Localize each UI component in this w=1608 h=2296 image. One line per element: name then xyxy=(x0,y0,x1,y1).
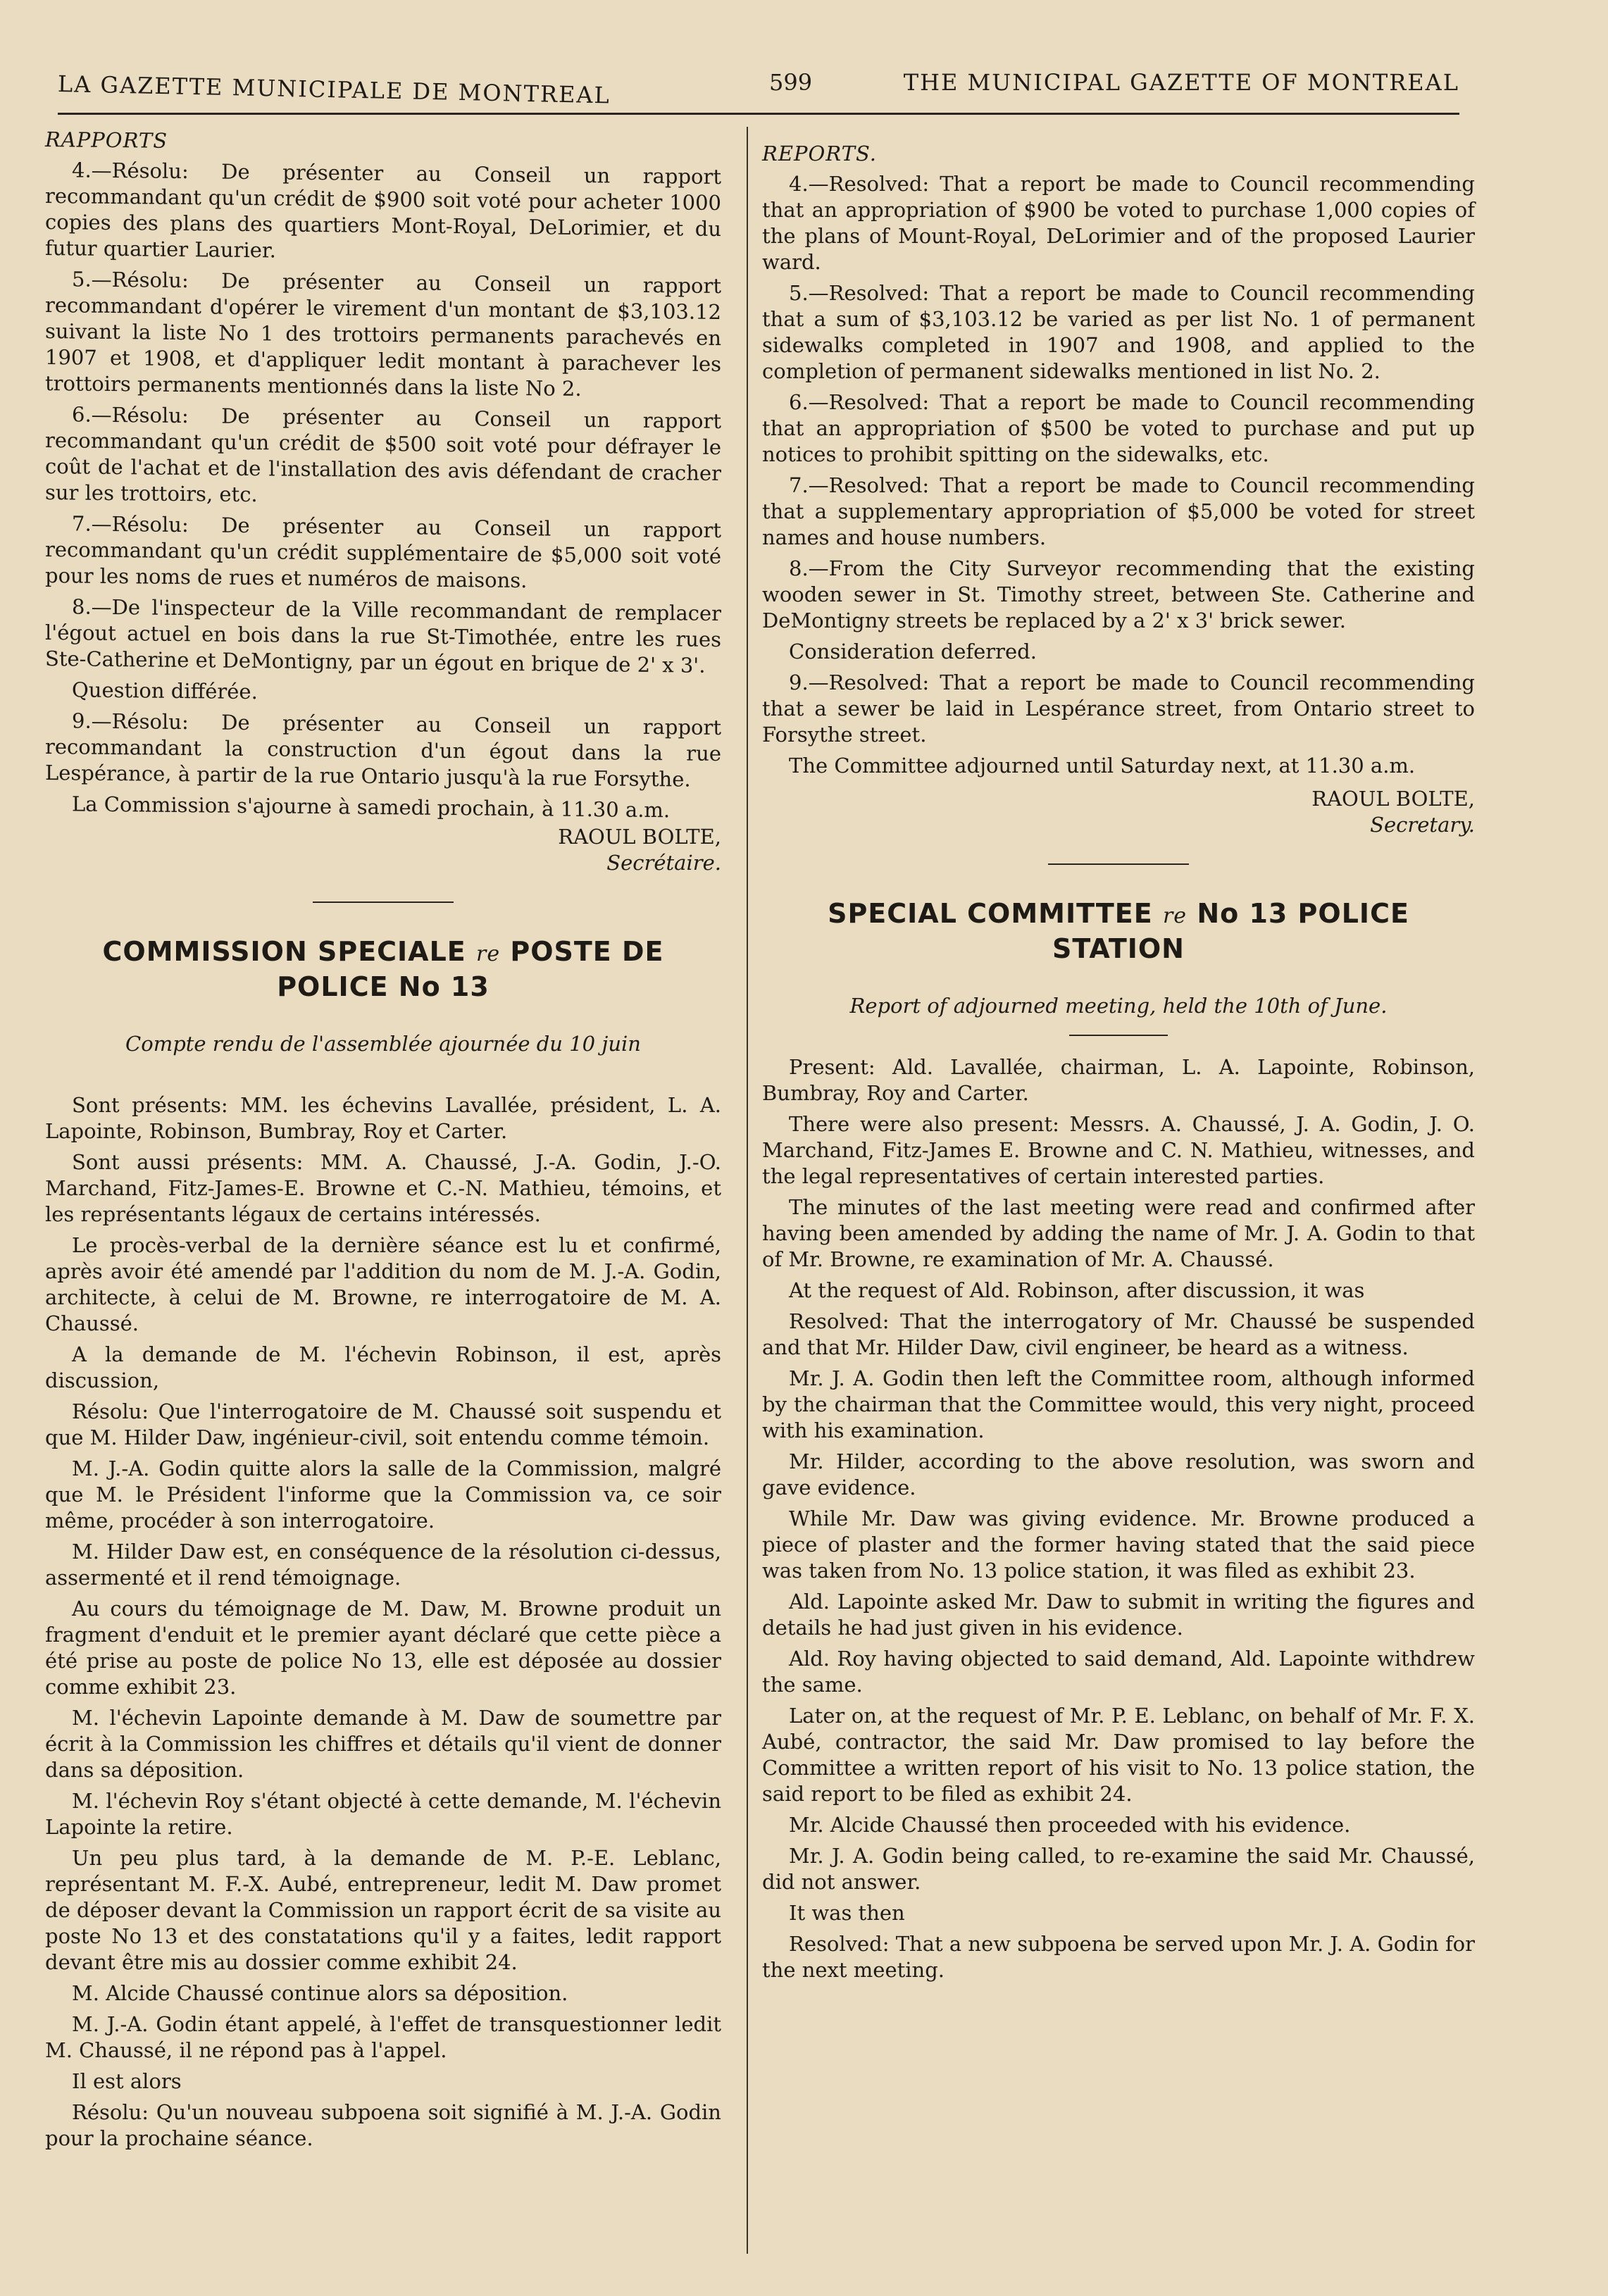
english-report-item: 8.—From the City Surveyor recommending that the existing wooden sewer in St. Timothy street, between Ste. Catherine and DeMontigny streets be replaced by a 2' x 3' brick sewer. xyxy=(762,556,1475,632)
english-minutes-paragraph: At the request of Ald. Robinson, after discussion, it was xyxy=(789,1278,1365,1302)
english-title-part-b: No 13 POLICE STATION xyxy=(1052,898,1409,964)
french-minutes-paragraph: M. Hilder Daw est, en conséquence de la résolution ci-dessus, assermenté et il rend témoignage. xyxy=(45,1540,721,1590)
spacer xyxy=(334,1073,432,1074)
english-minutes-paragraph: While Mr. Daw was giving evidence. Mr. Browne produced a piece of plaster and the former having stated that the said piece was taken from No. 13 police station, it was filed as exhibit 23. xyxy=(762,1506,1475,1583)
french-minutes-paragraph: Résolu: Qu'un nouveau subpoena soit signifié à M. J.-A. Godin pour la prochaine séance. xyxy=(45,2100,721,2150)
english-minutes-paragraph: Mr. Alcide Chaussé then proceeded with his evidence. xyxy=(789,1813,1351,1837)
english-report-item: 5.—Resolved: That a report be made to Council recommending that a sum of $3,103.12 be varied as per list No. 1 of permanent sidewalks completed in 1907 and 1908, and applied to the completion of permanent sidewalks mentioned in list No. 2. xyxy=(762,281,1475,383)
english-gazette-title: THE MUNICIPAL GAZETTE OF MONTREAL xyxy=(903,69,1459,96)
french-report-item: 5.—Résolu: De présenter au Conseil un rapport recommandant d'opérer le virement d'un montant de $3,103.12 suivant la liste No 1 des trottoirs permanents parachevés en 1907 et 1908, et d'appliquer ledit montant à parachever les trottoirs permanents mentionnés dans la liste No 2. xyxy=(45,267,721,401)
english-minutes-paragraph: Mr. J. A. Godin being called, to re-examine the said Mr. Chaussé, did not answer. xyxy=(762,1844,1475,1894)
french-title-part-b: POSTE DE POLICE No 13 xyxy=(277,936,664,1002)
french-minutes-paragraph: M. l'échevin Lapointe demande à M. Daw de soumettre par écrit à la Commission les chiffres et détails qu'il vient de donner dans sa déposition. xyxy=(45,1706,721,1782)
section-divider xyxy=(1048,863,1189,865)
english-signature: RAOUL BOLTE, xyxy=(1311,787,1475,811)
french-meeting-subtitle: Compte rendu de l'assemblée ajournée du 10 juin xyxy=(125,1032,641,1056)
english-minutes-paragraph: Ald. Roy having objected to said demand, Ald. Lapointe withdrew the same. xyxy=(762,1647,1475,1697)
french-report-item: Question différée. xyxy=(72,678,258,704)
french-report-item: 8.—De l'inspecteur de la Ville recommandant de remplacer l'égout actuel en bois dans la rue St-Timothée, entre les rues Ste-Catherine et DeMontigny, par un égout en brique de 2' x 3'. xyxy=(45,594,721,678)
french-report-item: 6.—Résolu: De présenter au Conseil un rapport recommandant qu'un crédit de $500 soit voté pour défrayer le coût de l'achat et de l'installation des avis défendant de cracher sur les trottoirs, etc. xyxy=(45,402,721,507)
french-minutes-paragraph: M. Alcide Chaussé continue alors sa déposition. xyxy=(72,1981,568,2005)
french-minutes-paragraph: M. J.-A. Godin quitte alors la salle de la Commission, malgré que M. le Président l'informe que la Commission va, ce soir même, procéder à son interrogatoire. xyxy=(45,1456,721,1533)
french-signature-role: Secrétaire. xyxy=(606,851,721,875)
english-minutes-paragraph: It was then xyxy=(789,1901,905,1925)
french-section-label: RAPPORTS xyxy=(45,127,168,153)
page-header xyxy=(58,56,1459,115)
french-minutes-paragraph: Sont présents: MM. les échevins Lavallée, président, L. A. Lapointe, Robinson, Bumbray, Roy et Carter. xyxy=(45,1093,721,1143)
english-report-item: 9.—Resolved: That a report be made to Council recommending that a sewer be laid in Lespérance street, from Ontario street to Forsythe street. xyxy=(762,670,1475,747)
page-number: 599 xyxy=(769,69,813,96)
french-signature: RAOUL BOLTE, xyxy=(558,825,721,849)
french-minutes-paragraph: Résolu: Que l'interrogatoire de M. Chaussé soit suspendu et que M. Hilder Daw, ingénieur-civil, soit entendu comme témoin. xyxy=(45,1399,721,1449)
english-section-label: REPORTS. xyxy=(762,142,878,166)
english-minutes-paragraph: Ald. Lapointe asked Mr. Daw to submit in writing the figures and details he had just given in his evidence. xyxy=(762,1590,1475,1640)
english-committee-title xyxy=(762,897,1475,965)
english-minutes-paragraph: Resolved: That a new subpoena be served upon Mr. J. A. Godin for the next meeting. xyxy=(762,1932,1475,1982)
english-minutes-paragraph: Later on, at the request of Mr. P. E. Leblanc, on behalf of Mr. F. X. Aubé, contractor, the said Mr. Daw promised to lay before the Committee a written report of his visit to No. 13 police station, the said report to be filed as exhibit 24. xyxy=(762,1704,1475,1806)
french-title-part-a: COMMISSION SPECIALE xyxy=(102,936,466,967)
english-report-item: The Committee adjourned until Saturday next, at 11.30 a.m. xyxy=(789,754,1416,778)
english-minutes-paragraph: The minutes of the last meeting were read and confirmed after having been amended by adding the name of Mr. J. A. Godin to that of Mr. Browne, re examination of Mr. A. Chaussé. xyxy=(762,1195,1475,1271)
french-minutes-paragraph: Il est alors xyxy=(72,2069,182,2093)
column-divider xyxy=(747,127,748,2254)
french-reports-block xyxy=(45,127,721,824)
english-minutes-paragraph: Present: Ald. Lavallée, chairman, L. A. Lapointe, Robinson, Bumbray, Roy and Carter. xyxy=(762,1055,1475,1105)
french-committee-title xyxy=(45,935,721,1003)
french-report-item: 7.—Résolu: De présenter au Conseil un rapport recommandant qu'un crédit supplémentaire de $5,000 soit voté pour les noms de rues et numéros de maisons. xyxy=(45,511,721,593)
english-title-re: re xyxy=(1162,904,1188,928)
english-report-item: 7.—Resolved: That a report be made to Council recommending that a supplementary appropriation of $5,000 be voted for street names and house numbers. xyxy=(762,473,1475,549)
french-minutes-paragraph: Sont aussi présents: MM. A. Chaussé, J.-A. Godin, J.-O. Marchand, Fitz-James-E. Browne et C.-N. Mathieu, témoins, et les représentants légaux de certains intéressés. xyxy=(45,1150,721,1226)
french-report-item: 4.—Résolu: De présenter au Conseil un rapport recommandant qu'un crédit de $900 soit voté pour acheter 1000 copies des plans des quartiers Mont-Royal, DeLorimier, et du futur quartier Laurier. xyxy=(45,158,721,263)
english-report-item: Consideration deferred. xyxy=(789,639,1037,663)
subtitle-divider xyxy=(1069,1035,1168,1036)
english-meeting-subtitle: Report of adjourned meeting, held the 10th of June. xyxy=(849,994,1388,1018)
french-minutes-paragraph: A la demande de M. l'échevin Robinson, il est, après discussion, xyxy=(45,1342,721,1392)
french-minutes-paragraph: Un peu plus tard, à la demande de M. P.-E. Leblanc, représentant M. F.-X. Aubé, entrepreneur, ledit M. Daw promet de déposer devant la Commission un rapport écrit de sa visite au poste No 13 et des constatations qu'il y a faites, ledit rapport devant être mis au dossier comme exhibit 24. xyxy=(45,1846,721,1974)
english-report-item: 6.—Resolved: That a report be made to Council recommending that an appropriation of $500 be voted to purchase and put up notices to prohibit spitting on the sidewalks, etc. xyxy=(762,390,1475,466)
french-title-re: re xyxy=(476,942,501,966)
french-gazette-title: LA GAZETTE MUNICIPALE DE MONTREAL xyxy=(57,70,611,109)
french-column xyxy=(45,127,721,2157)
section-divider xyxy=(313,901,454,903)
english-minutes-paragraph: Mr. J. A. Godin then left the Committee room, although informed by the chairman that the Committee would, this very night, proceed with his examination. xyxy=(762,1366,1475,1442)
english-minutes-paragraph: Mr. Hilder, according to the above resolution, was sworn and gave evidence. xyxy=(762,1449,1475,1499)
english-signature-role: Secretary. xyxy=(1370,813,1475,837)
english-minutes-paragraph: There were also present: Messrs. A. Chaussé, J. A. Godin, J. O. Marchand, Fitz-James E. Browne and C. N. Mathieu, witnesses, and the legal representatives of certain interested parties. xyxy=(762,1112,1475,1188)
english-column xyxy=(762,141,1475,1988)
english-minutes-paragraph: Resolved: That the interrogatory of Mr. Chaussé be suspended and that Mr. Hilder Daw, civil engineer, be heard as a witness. xyxy=(762,1309,1475,1359)
english-title-part-a: SPECIAL COMMITTEE xyxy=(828,898,1153,929)
french-report-item: 9.—Résolu: De présenter au Conseil un rapport recommandant la construction d'un égout dans la rue Lespérance, à partir de la rue Ontario jusqu'à la rue Forsythe. xyxy=(45,709,721,792)
french-report-item: La Commission s'ajourne à samedi prochain, à 11.30 a.m. xyxy=(72,792,671,823)
english-report-item: 4.—Resolved: That a report be made to Council recommending that an appropriation of $900 be voted to purchase 1,000 copies of the plans of Mount-Royal, DeLorimier and of the proposed Laurier ward. xyxy=(762,172,1475,274)
french-minutes-paragraph: Le procès-verbal de la dernière séance est lu et confirmé, après avoir été amendé par l'addition du nom de M. J.-A. Godin, architecte, à celui de M. Browne, re interrogatoire de M. A. Chaussé. xyxy=(45,1233,721,1335)
french-minutes-paragraph: M. J.-A. Godin étant appelé, à l'effet de transquestionner ledit M. Chaussé, il ne répond pas à l'appel. xyxy=(45,2012,721,2062)
french-minutes-paragraph: Au cours du témoignage de M. Daw, M. Browne produit un fragment d'enduit et le premier ayant déclaré que cette pièce a été prise au poste de police No 13, elle est déposée au dossier comme exhibit 23. xyxy=(45,1597,721,1699)
french-minutes-paragraph: M. l'échevin Roy s'étant objecté à cette demande, M. l'échevin Lapointe la retire. xyxy=(45,1789,721,1839)
